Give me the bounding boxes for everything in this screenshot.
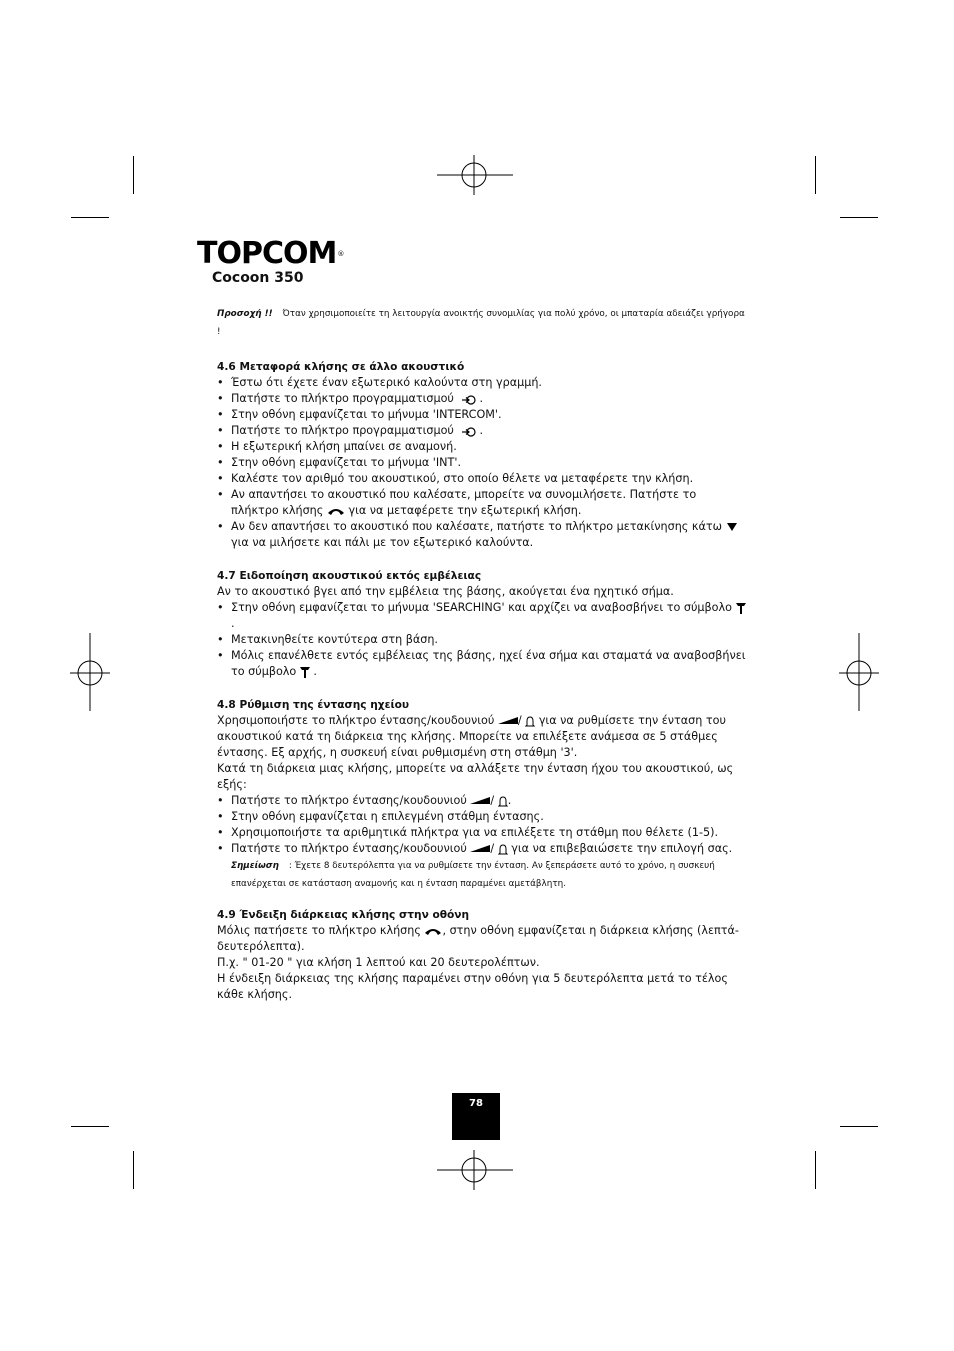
paragraph: Χρησιμοποιήστε το πλήκτρο έντασης/κουδουνιού / για να ρυθμίσετε την ένταση του ακουστικού κατά τη διάρκεια της κλήσης. Μπορείτε να επιλέξετε ανάμεσα σε 5 στάθμες έντασης. Εξ αρχής, η συσκευή είναι ρυθμισμένη στη στάθμη '3'.: [217, 714, 726, 759]
bell-icon: [498, 844, 508, 855]
paragraph: Αν το ακουστικό βγει από την εμβέλεια της βάσης, ακούγεται ένα ηχητικό σήμα.: [217, 585, 674, 598]
crop-mark: [133, 156, 134, 194]
section-title: 4.8 Ρύθμιση της έντασης ηχείου: [217, 699, 410, 711]
registration-mark-right: [839, 633, 879, 713]
call-key-icon: [327, 507, 345, 516]
list-item: • Καλέστε τον αριθμό του ακουστικού, στο οποίο θέλετε να μεταφέρετε την κλήση.: [217, 471, 747, 487]
registration-mark-bottom: [437, 1150, 515, 1190]
section-title: 4.6 Μεταφορά κλήσης σε άλλο ακουστικό: [217, 361, 465, 373]
volume-icon: [470, 845, 490, 853]
section-4-9: [217, 907, 747, 1003]
volume-icon: [470, 797, 490, 805]
antenna-icon: [300, 666, 310, 679]
list-item: • Χρησιμοποιήστε τα αριθμητικά πλήκτρα για να επιλέξετε τη στάθμη που θέλετε (1-5).: [217, 825, 747, 841]
list-item: • Στην οθόνη εμφανίζεται το μήνυμα 'INTERCOM'.: [217, 407, 747, 423]
bell-icon: [525, 716, 535, 727]
list-item: • Στην οθόνη εμφανίζεται η επιλεγμένη στάθμη έντασης.: [217, 809, 747, 825]
list-item: • Έστω ότι έχετε έναν εξωτερικό καλούντα στη γραμμή.: [217, 375, 747, 391]
crop-mark: [840, 217, 878, 218]
list-item: • Αν απαντήσει το ακουστικό που καλέσατε, μπορείτε να συνομιλήσετε. Πατήστε το πλήκτρο κλήσης για να μεταφέρετε την εξωτερική κλήση.: [217, 487, 747, 519]
registration-mark-left: [70, 633, 110, 713]
paragraph: Κατά τη διάρκεια μιας κλήσης, μπορείτε να αλλάξετε την ένταση ήχου του ακουστικού, ως εξής:: [217, 762, 734, 791]
volume-note: Σημείωση : Έχετε 8 δευτερόλεπτα για να ρυθμίσετε την ένταση. Αν ξεπεράσετε αυτό το χρόνο, η συσκευή επανέρχεται σε κατάσταση αναμονής και η ένταση παραμένει αμετάβλητη.: [231, 861, 715, 889]
crop-mark: [71, 217, 109, 218]
page-number: 78: [452, 1093, 500, 1140]
antenna-icon: [736, 602, 746, 615]
volume-icon: [498, 717, 518, 725]
scroll-down-icon: [726, 522, 738, 532]
list-item: • Αν δεν απαντήσει το ακουστικό που καλέσατε, πατήστε το πλήκτρο μετακίνησης κάτω για να μιλήσετε και πάλι με τον εξωτερικό καλούντα.: [217, 519, 747, 551]
paragraph: Π.χ. " 01-20 " για κλήση 1 λεπτού και 20 δευτερολέπτων.: [217, 956, 540, 969]
program-key-icon: [457, 393, 479, 405]
list-item: • Η εξωτερική κλήση μπαίνει σε αναμονή.: [217, 439, 747, 455]
section-title: 4.9 Ένδειξη διάρκειας κλήσης στην οθόνη: [217, 909, 470, 921]
bell-icon: [498, 796, 508, 807]
crop-mark: [815, 156, 816, 194]
call-key-icon: [424, 927, 442, 936]
paragraph: Μόλις πατήσετε το πλήκτρο κλήσης , στην οθόνη εμφανίζεται η διάρκεια κλήσης (λεπτά-δευτερόλεπτα).: [217, 924, 739, 953]
crop-mark: [71, 1126, 109, 1127]
list-item: • Πατήστε το πλήκτρο προγραμματισμού .: [217, 423, 747, 439]
list-item: • Πατήστε το πλήκτρο έντασης/κουδουνιού / για να επιβεβαιώσετε την επιλογή σας.: [217, 841, 747, 857]
crop-mark: [815, 1151, 816, 1189]
list-item: • Στην οθόνη εμφανίζεται το μήνυμα 'INT'.: [217, 455, 747, 471]
warning-note: Προσοχή !! Όταν χρησιμοποιείτε τη λειτουργία ανοικτής συνομιλίας για πολύ χρόνο, οι μπαταρία αδειάζει γρήγορα !: [217, 309, 745, 337]
section-4-7: [217, 568, 747, 680]
brand-logo: TOPCOM®: [197, 236, 344, 271]
section-4-8: [217, 697, 747, 893]
registration-mark-top: [437, 155, 515, 195]
page-body: [217, 305, 747, 1003]
crop-mark: [840, 1126, 878, 1127]
list-item: • Μετακινηθείτε κοντύτερα στη βάση.: [217, 632, 747, 648]
list-item: • Στην οθόνη εμφανίζεται το μήνυμα 'SEARCHING' και αρχίζει να αναβοσβήνει το σύμβολο .: [217, 600, 747, 632]
section-4-6: [217, 359, 747, 551]
model-name: Cocoon 350: [212, 270, 304, 286]
paragraph: Η ένδειξη διάρκειας της κλήσης παραμένει στην οθόνη για 5 δευτερόλεπτα μετά το τέλος κάθε κλήσης.: [217, 972, 728, 1001]
section-title: 4.7 Ειδοποίηση ακουστικού εκτός εμβέλειας: [217, 570, 482, 582]
list-item: • Πατήστε το πλήκτρο έντασης/κουδουνιού / .: [217, 793, 747, 809]
list-item: • Πατήστε το πλήκτρο προγραμματισμού .: [217, 391, 747, 407]
list-item: • Μόλις επανέλθετε εντός εμβέλειας της βάσης, ηχεί ένα σήμα και σταματά να αναβοσβήνει το σύμβολο .: [217, 648, 747, 680]
crop-mark: [133, 1151, 134, 1189]
program-key-icon: [457, 425, 479, 437]
